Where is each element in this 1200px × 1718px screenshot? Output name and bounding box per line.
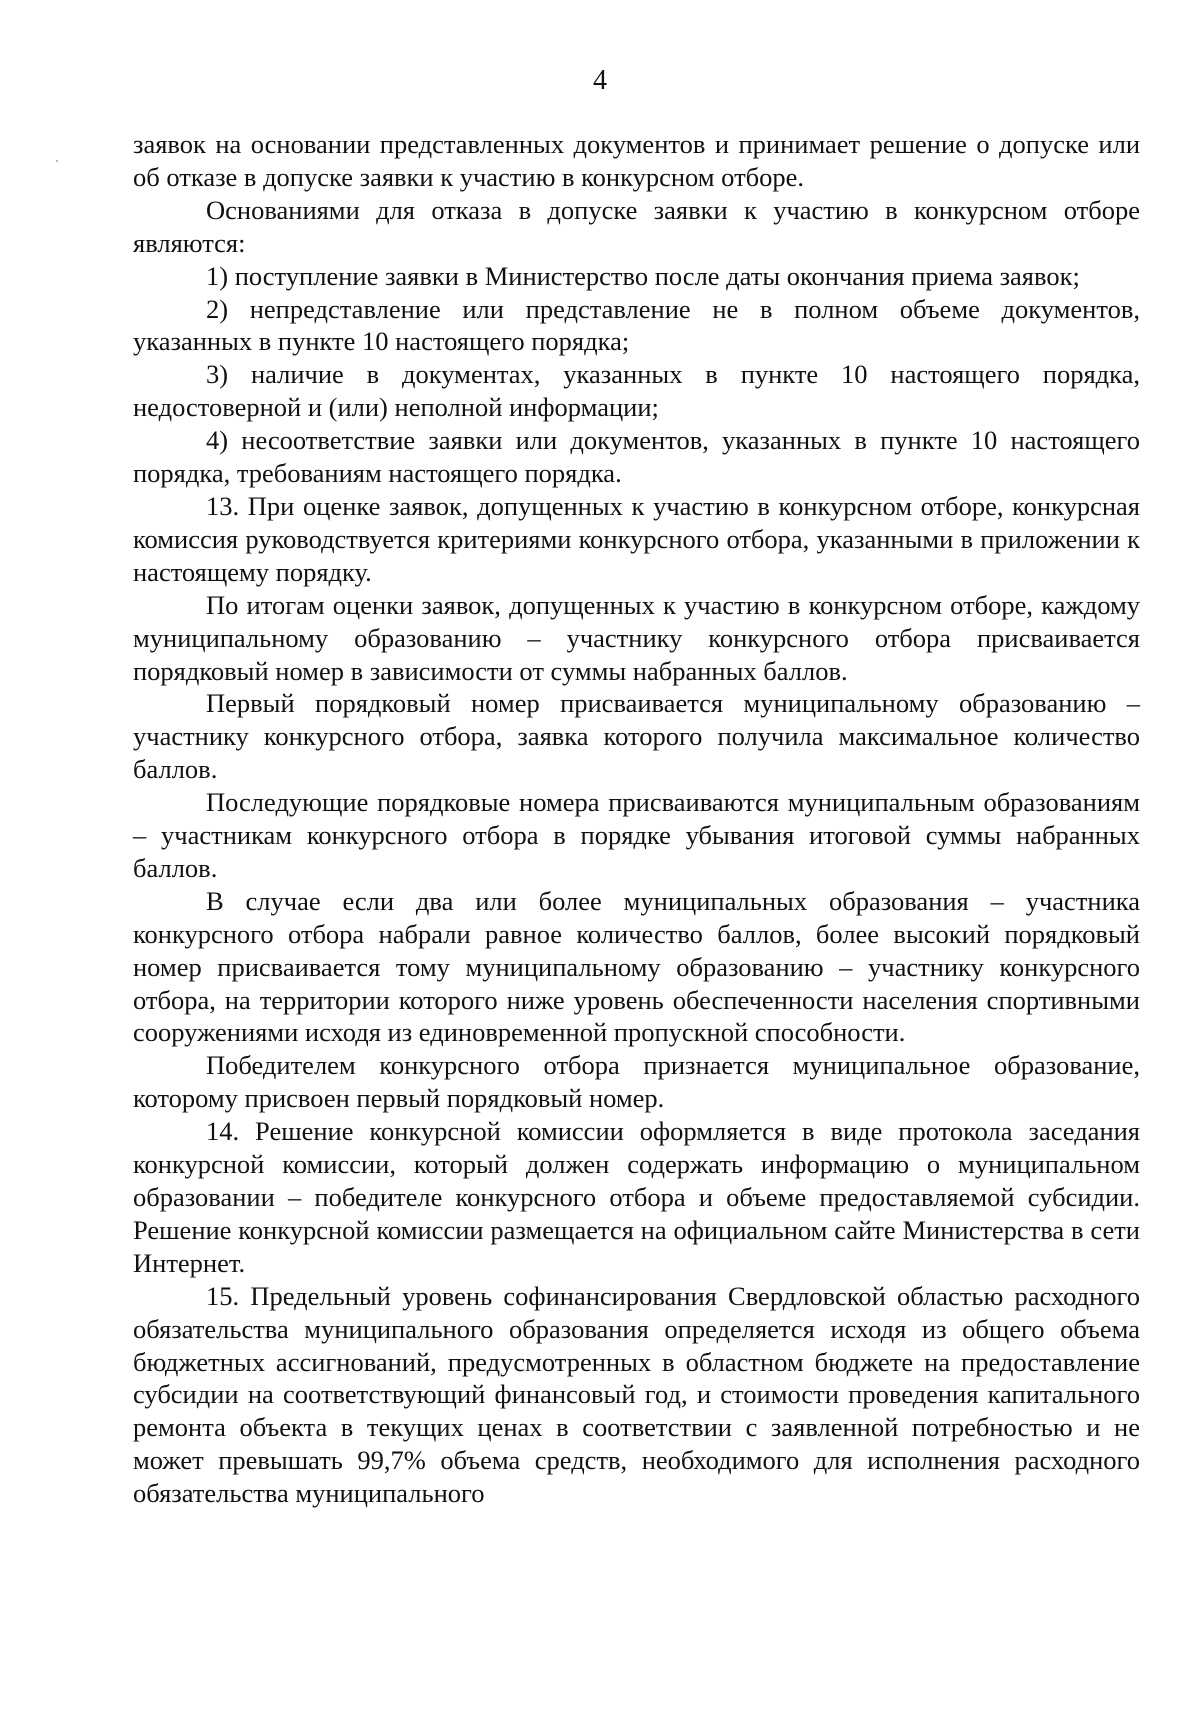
paragraph-winner: Победителем конкурсного отбора признается муниципальное образование, которому присвоен первый порядковый номер. — [133, 1050, 1140, 1114]
paragraph-continuation: заявок на основании представленных документов и принимает решение о допуске или об отказе в допуске заявки к участию в конкурсном отборе. — [133, 129, 1140, 192]
clause-15: 15. Предельный уровень софинансирования Свердловской областью расходного обязательства муниципального образования определяется исходя из общего объема бюджетных ассигнований, предусмотренных в областном бюджете на предоставление субсидии на соответствующий финансовый год, и стоимости проведения капитального ремонта объекта в текущих ценах в соответствии с заявленной потребностью и не может превышать 99,7% объема средств, необходимого для исполнения расходного обязательства муниципального — [133, 1280, 1140, 1509]
clause-14: 14. Решение конкурсной комиссии оформляется в виде протокола заседания конкурсной комиссии, который должен содержать информацию о муниципальном образовании – победителе конкурсного отбора и объеме предоставляемой субсидии. Решение конкурсной комиссии размещается на официальном сайте Министерства в сети Интернет. — [133, 1116, 1140, 1278]
paragraph-ranking: По итогам оценки заявок, допущенных к участию в конкурсном отборе, каждому муниципальному образованию – участнику конкурсного отбора присваивается порядковый номер в зависимости от суммы набранных баллов. — [133, 589, 1140, 686]
list-item-1: 1) поступление заявки в Министерство после даты окончания приема заявок; — [206, 260, 1080, 291]
paragraph-tie-break: В случае если два или более муниципальных образования – участника конкурсного отбора набрали равное количество баллов, более высокий порядковый номер присваивается тому муниципальному образованию – участнику конкурсного отбора, на территории которого ниже уровень обеспеченности населения спортивными сооружениями исходя из единовременной пропускной способности. — [133, 885, 1140, 1048]
page-number: 4 — [593, 65, 607, 96]
paragraph-subsequent-numbers: Последующие порядковые номера присваиваются муниципальным образованиям – участникам конкурсного отбора в порядке убывания итоговой суммы набранных баллов. — [133, 787, 1140, 883]
document-body — [133, 128, 1140, 1510]
clause-13: 13. При оценке заявок, допущенных к участию в конкурсном отборе, конкурсная комиссия руководствуется критериями конкурсного отбора, указанными в приложении к настоящему порядку. — [133, 490, 1140, 587]
list-item-3: 3) наличие в документах, указанных в пункте 10 настоящего порядка, недостоверной и (или) неполной информации; — [133, 359, 1140, 423]
list-item-2: 2) непредставление или представление не в полном объеме документов, указанных в пункте 10 настоящего порядка; — [133, 293, 1140, 357]
paragraph-refusal-grounds: Основаниями для отказа в допуске заявки к участию в конкурсном отборе являются: — [133, 194, 1140, 258]
list-item-4: 4) несоответствие заявки или документов, указанных в пункте 10 настоящего порядка, требованиям настоящего порядка. — [133, 425, 1140, 489]
paragraph-first-number: Первый порядковый номер присваивается муниципальному образованию – участнику конкурсного отбора, заявка которого получила максимальное количество баллов. — [133, 688, 1140, 785]
scan-artifact — [56, 160, 58, 162]
